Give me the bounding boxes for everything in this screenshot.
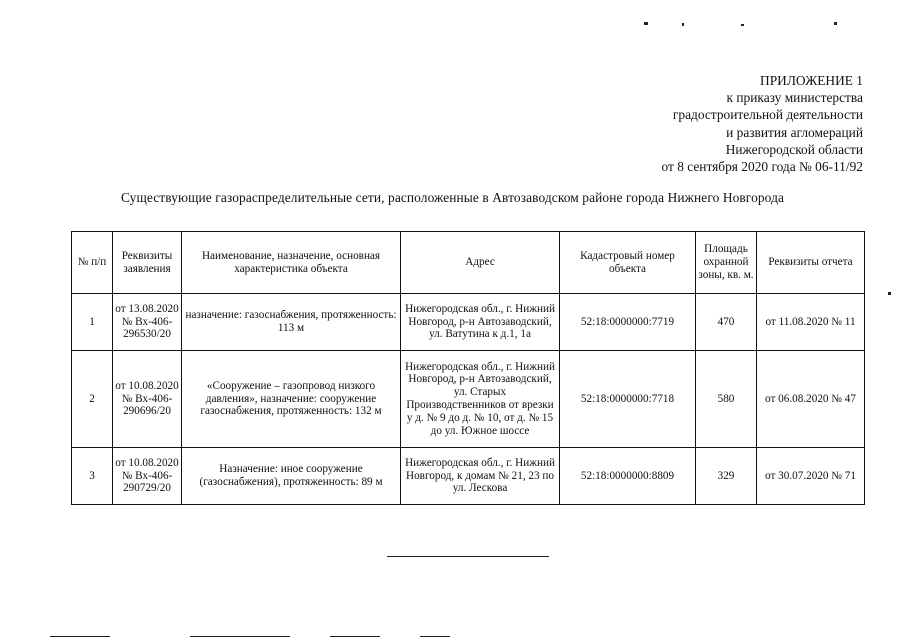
scan-speck <box>741 24 744 26</box>
cell-num: 2 <box>72 351 113 448</box>
order-date-line: от 8 сентября 2020 года № 06-11/92 <box>661 159 863 175</box>
scan-speck <box>644 22 648 25</box>
region-line: Нижегородской области <box>725 141 863 157</box>
table-row <box>72 294 865 351</box>
ministry-line: градостроительной деятельности <box>672 107 863 123</box>
cell-area: 580 <box>696 351 757 448</box>
cell-address: Нижегородская обл., г. Нижний Новгород, к домам № 21, 23 по ул. Лескова <box>401 448 560 505</box>
scan-speck <box>330 636 380 637</box>
table-header-row <box>72 232 865 294</box>
header-application: Реквизиты заявления <box>113 232 182 294</box>
table-row <box>72 351 865 448</box>
cell-application: от 13.08.2020 № Вх-406-296530/20 <box>113 294 182 351</box>
cell-area: 329 <box>696 448 757 505</box>
scan-speck <box>682 23 684 26</box>
agglomeration-line: и развития агломераций <box>726 124 863 140</box>
cell-cadastral: 52:18:0000000:7718 <box>560 351 696 448</box>
cell-num: 3 <box>72 448 113 505</box>
header-object-name: Наименование, назначение, основная характеристика объекта <box>182 232 401 294</box>
document-header <box>661 72 863 175</box>
footer-divider <box>387 556 549 557</box>
table-row <box>72 448 865 505</box>
gas-networks-table <box>71 231 865 505</box>
cell-report: от 11.08.2020 № 11 <box>757 294 865 351</box>
scan-speck <box>190 636 290 637</box>
cell-cadastral: 52:18:0000000:7719 <box>560 294 696 351</box>
cell-address: Нижегородская обл., г. Нижний Новгород, р-н Автозаводский, ул. Ватутина к д.1, 1а <box>401 294 560 351</box>
scan-speck <box>420 636 450 637</box>
header-area: Площадь охранной зоны, кв. м. <box>696 232 757 294</box>
scan-speck <box>50 636 110 637</box>
cell-object-name: «Сооружение – газопровод низкого давления», назначение: сооружение газоснабжения, протяженность: 132 м <box>182 351 401 448</box>
document-title: Существующие газораспределительные сети, расположенные в Автозаводском районе города Нижнего Новгорода <box>120 190 785 205</box>
cell-application: от 10.08.2020 № Вх-406-290729/20 <box>113 448 182 505</box>
cell-report: от 30.07.2020 № 71 <box>757 448 865 505</box>
cell-report: от 06.08.2020 № 47 <box>757 351 865 448</box>
cell-object-name: Назначение: иное сооружение (газоснабжения), протяженность: 89 м <box>182 448 401 505</box>
order-reference-line: к приказу министерства <box>726 90 863 106</box>
header-cadastral: Кадастровый номер объекта <box>560 232 696 294</box>
cell-address: Нижегородская обл., г. Нижний Новгород, р-н Автозаводский, ул. Старых Производственников от врезки у д. № 9 до д. № 10, от д. № 15 до ул. Южное шоссе <box>401 351 560 448</box>
header-report: Реквизиты отчета <box>757 232 865 294</box>
cell-area: 470 <box>696 294 757 351</box>
appendix-label: ПРИЛОЖЕНИЕ 1 <box>760 73 863 88</box>
cell-cadastral: 52:18:0000000:8809 <box>560 448 696 505</box>
header-num: № п/п <box>72 232 113 294</box>
cell-application: от 10.08.2020 № Вх-406-290696/20 <box>113 351 182 448</box>
header-address: Адрес <box>401 232 560 294</box>
cell-num: 1 <box>72 294 113 351</box>
scan-speck <box>834 22 837 25</box>
scan-speck <box>888 292 891 295</box>
cell-object-name: назначение: газоснабжения, протяженность: 113 м <box>182 294 401 351</box>
